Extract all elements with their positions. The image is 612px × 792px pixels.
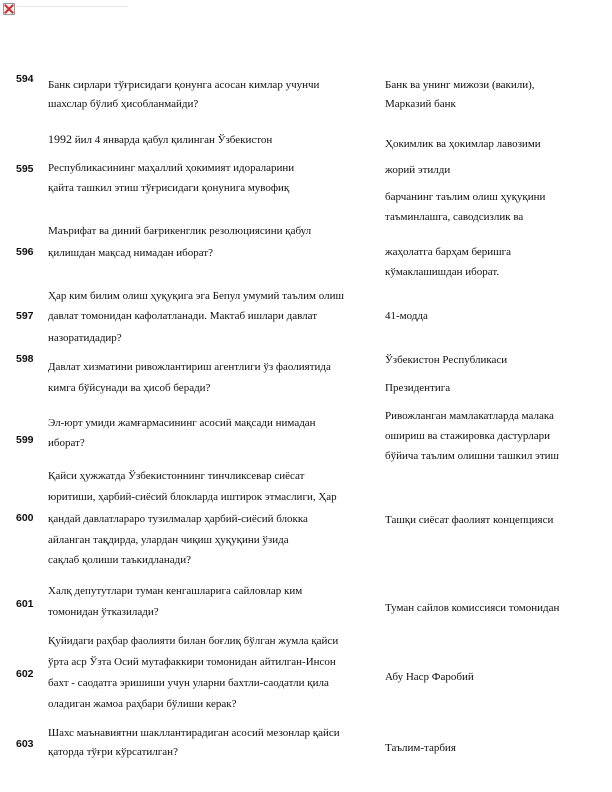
answer-text: Президентига (385, 382, 451, 394)
answer-text: Ташқи сиёсат фаолият концепцияси (385, 514, 554, 526)
answer-text: жаҳолатга барҳам беришга (385, 246, 512, 258)
answer-text: Марказий банк (385, 98, 456, 110)
question-text: юритиши, ҳарбий-сиёсий блокларда иштирок этмаслиги, Ҳар (48, 491, 337, 503)
answer-text: Таълим-тарбия (385, 742, 456, 754)
question-text: қайта ташкил этиш тўғрисидаги қонунига мувофиқ (48, 182, 290, 194)
question-text: сақлаб қолиши таъкидланади? (48, 554, 191, 566)
question-text: Халқ депутутлари туман кенгашларига сайловлар ким (48, 585, 303, 597)
question-text: Маърифат ва диний бағрикенглик резолюциясини қабул (48, 225, 312, 237)
question-number: 603 (16, 738, 34, 750)
answer-text: ошириш ва стажировка дастурлари (385, 430, 550, 442)
question-year: 1992 (48, 132, 72, 146)
question-text: Давлат хизматини ривожлантириш агентлиги ўз фаолиятида (48, 361, 331, 373)
header-rule (16, 6, 128, 7)
answer-text: Банк ва унинг мижози (вакили), (385, 79, 535, 91)
question-number: 599 (16, 434, 34, 446)
answer-text: бўйича таълим олишни ташкил этиш (385, 450, 560, 462)
answer-text: Туман сайлов комиссияси томонидан (385, 602, 560, 614)
question-number: 596 (16, 246, 34, 258)
question-text: назоратидадир? (48, 332, 122, 344)
question-text: иборат? (48, 437, 85, 449)
answer-text: барчанинг таълим олиш ҳуқуқини (385, 191, 546, 203)
answer-text: жорий этилди (385, 164, 451, 176)
question-text: айланган тақдирда, улардан чиқиш ҳуқуқини ўзида (48, 534, 289, 546)
question-text: Банк сирлари тўғрисидаги қонунга асосан кимлар учунчи (48, 79, 320, 91)
question-text: 1992 йил 4 январда қабул қилинган Ўзбекистон (48, 132, 273, 146)
question-text: қаторда тўғри кўрсатилган? (48, 746, 178, 758)
question-text: Шахс маънавиятни шакллантирадиган асосий мезонлар қайси (48, 727, 340, 739)
answer-text: 41-модда (385, 310, 428, 322)
question-number: 598 (16, 353, 34, 365)
question-number: 595 (16, 163, 34, 175)
answer-text: кўмаклашишдан иборат. (385, 266, 500, 278)
question-text: қилишдан мақсад нимадан иборат? (48, 247, 213, 259)
question-text: кимга бўйсунади ва ҳисоб беради? (48, 382, 211, 394)
answer-text: Ўзбекистон Республикаси (385, 354, 508, 366)
answer-text: таъминлашга, саводсизлик ва (385, 211, 524, 223)
question-text: қандай давлатлараро тузилмалар ҳарбий-сиёсий блокка (48, 513, 308, 525)
answer-text: Ривожланган мамлакатларда малака (385, 410, 554, 422)
question-number: 597 (16, 310, 34, 322)
question-text: давлат томонидан кафолатланади. Мактаб ишлари давлат (48, 310, 318, 322)
question-text: Ҳар ким билим олиш ҳуқуқига эга Бепул умумий таълим олиш (48, 290, 344, 302)
question-text: Эл-юрт умиди жамғармасининг асосий мақсади нимадан (48, 417, 316, 429)
question-text: шахслар бўлиб ҳисобланмайди? (48, 98, 199, 110)
question-text: ўрта аср Ўзта Осий мутафаккири томонидан айтилган-Инсон (48, 656, 336, 668)
question-number: 601 (16, 598, 34, 610)
question-text: оладиган жамоа раҳбари бўлиши керак? (48, 698, 237, 710)
question-number: 594 (16, 73, 34, 85)
answer-text: Ҳокимлик ва ҳокимлар лавозими (385, 138, 541, 150)
question-text: Республикасининг маҳаллий ҳокимият идораларини (48, 162, 295, 174)
question-text: Қуйидаги раҳбар фаолияти билан боғлиқ бўлган жумла қайси (48, 635, 339, 647)
question-text: бахт - саодатга эришиши учун уларни бахтли-саодатли қила (48, 677, 329, 689)
question-text: томонидан ўтказилади? (48, 606, 159, 618)
question-number: 600 (16, 512, 34, 524)
question-text: Қайси ҳужжатда Ўзбекистоннинг тинчликсевар сиёсат (48, 470, 305, 482)
question-number: 602 (16, 668, 34, 680)
broken-image-icon (3, 3, 15, 15)
answer-text: Абу Наср Фаробий (385, 671, 474, 683)
